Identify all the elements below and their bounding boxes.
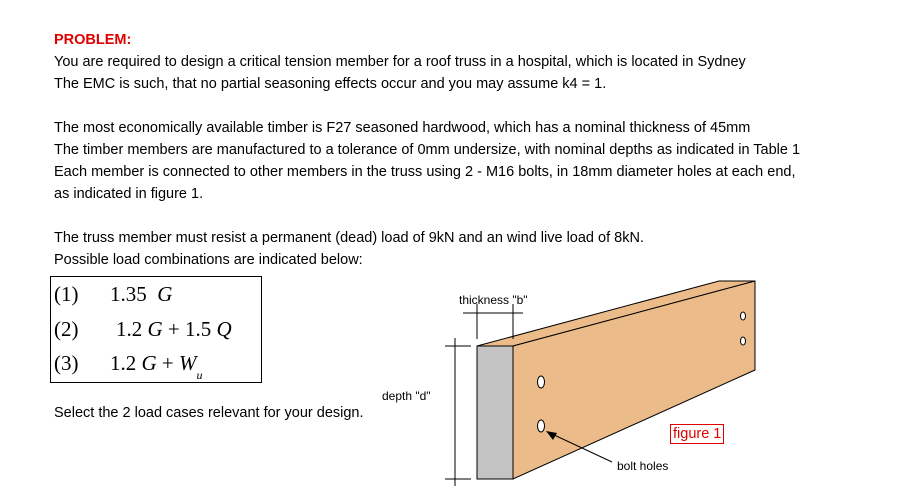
combo-subscript: u [196,368,203,382]
combo-coef: 1.2 [116,317,143,341]
bolt-hole [538,376,545,388]
problem-line-1: You are required to design a critical tension member for a roof truss in a hospital, which is located in Sydney [54,54,746,70]
combo-term: G [147,317,163,341]
combo-operator: + [161,351,174,375]
bolt-hole [741,312,746,320]
combo-term: G [157,282,173,306]
combo-term: G [141,351,157,375]
combo-coef: 1.2 [110,351,137,375]
problem-line-8: Possible load combinations are indicated below: [54,252,363,268]
select-instruction: Select the 2 load cases relevant for your design. [54,405,364,421]
thickness-label: thickness "b" [459,293,528,307]
bolt-hole [741,337,746,345]
bolt-hole [538,420,545,432]
member-end-face [477,346,513,479]
depth-label: depth "d" [382,389,431,403]
combo-coef: 1.5 [185,317,212,341]
problem-title: PROBLEM: [54,32,132,48]
combo-term: Q [216,317,232,341]
problem-line-5: Each member is connected to other members in the truss using 2 - M16 bolts, in 18mm diameter holes at each end, [54,164,796,180]
depth-dimension [445,338,471,486]
combo-coef: 1.35 [110,282,147,306]
problem-line-2: The EMC is such, that no partial seasoning effects occur and you may assume k4 = 1. [54,76,607,92]
combo-term: W [179,351,197,375]
bolt-holes-label: bolt holes [617,459,669,473]
problem-line-6: as indicated in figure 1. [54,186,204,202]
combo-number: (1) [54,282,79,306]
combo-operator: + [167,317,180,341]
problem-line-7: The truss member must resist a permanent (dead) load of 9kN and an wind live load of 8kN. [54,230,644,246]
combo-number: (2) [54,317,79,341]
figure-caption: figure 1 [670,424,724,444]
problem-line-4: The timber members are manufactured to a tolerance of 0mm undersize, with nominal depths as indicated in Table 1 [54,142,801,158]
thickness-dimension [463,304,523,339]
combo-number: (3) [54,351,79,375]
problem-line-3: The most economically available timber is F27 seasoned hardwood, which has a nominal thickness of 45mm [54,120,751,136]
